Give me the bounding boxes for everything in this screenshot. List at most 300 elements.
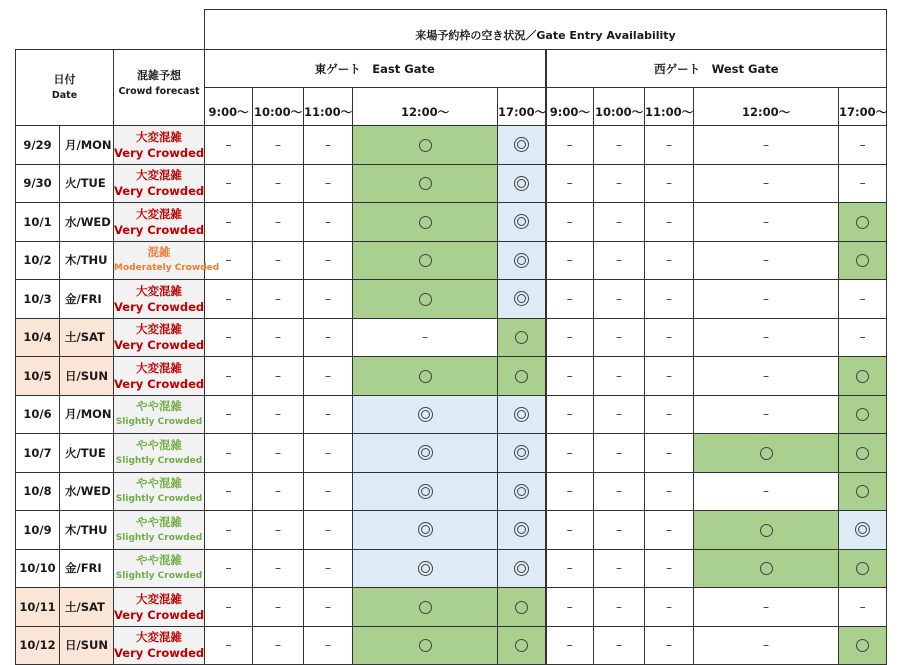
forecast-level-jp: 大変混雑	[136, 168, 183, 183]
unavailable-dash: –	[616, 291, 623, 306]
forecast-level-jp: やや混雑	[136, 399, 183, 414]
east-time-slot-header: 17:00～	[498, 88, 546, 126]
unavailable-dash: –	[325, 137, 332, 152]
unavailable-dash: –	[616, 484, 623, 499]
date-cell: 10/9	[16, 511, 60, 550]
west-slot-cell	[694, 395, 839, 434]
available-circle-icon	[856, 370, 869, 383]
available-circle-icon	[419, 601, 432, 614]
west-slot-cell	[839, 549, 887, 588]
west-slot-cell	[594, 203, 645, 242]
unavailable-dash: –	[859, 599, 866, 614]
weekday-cell: 月/MON	[60, 126, 114, 165]
east-slot-cell	[205, 318, 253, 357]
weekday-cell: 土/SAT	[60, 318, 114, 357]
west-slot-cell	[645, 241, 694, 280]
table-row	[16, 241, 887, 280]
west-slot-cell	[839, 626, 887, 665]
unavailable-dash: –	[666, 561, 673, 576]
west-slot-cell	[546, 472, 594, 511]
east-slot-cell	[304, 472, 353, 511]
east-slot-cell	[304, 511, 353, 550]
west-slot-cell	[694, 126, 839, 165]
east-slot-cell	[498, 280, 546, 319]
available-circle-icon	[856, 408, 869, 421]
east-slot-cell	[353, 511, 498, 550]
weekday-cell: 水/WED	[60, 472, 114, 511]
crowd-forecast-cell	[114, 357, 205, 396]
west-slot-cell	[594, 318, 645, 357]
unavailable-dash: –	[616, 522, 623, 537]
west-slot-cell	[546, 434, 594, 473]
date-cell: 10/10	[16, 549, 60, 588]
forecast-level-en: Slightly Crowded	[115, 455, 203, 466]
unavailable-dash: –	[763, 599, 770, 614]
unavailable-dash: –	[225, 253, 232, 268]
unavailable-dash: –	[325, 407, 332, 422]
table-row	[16, 357, 887, 396]
west-time-slot-header: 9:00～	[546, 88, 594, 126]
unavailable-dash: –	[225, 137, 232, 152]
west-slot-cell	[645, 511, 694, 550]
east-slot-cell	[498, 357, 546, 396]
west-slot-cell	[694, 511, 839, 550]
west-slot-cell	[594, 241, 645, 280]
available-circle-icon	[419, 293, 432, 306]
unavailable-dash: –	[275, 137, 282, 152]
west-slot-cell	[694, 280, 839, 319]
available-circle-icon	[760, 447, 773, 460]
west-slot-cell	[546, 588, 594, 627]
unavailable-dash: –	[566, 291, 573, 306]
available-circle-icon	[419, 139, 432, 152]
crowd-forecast-cell	[114, 626, 205, 665]
date-cell: 10/4	[16, 318, 60, 357]
unavailable-dash: –	[325, 368, 332, 383]
west-slot-cell	[839, 472, 887, 511]
unavailable-dash: –	[666, 599, 673, 614]
west-slot-cell	[839, 395, 887, 434]
east-slot-cell	[304, 549, 353, 588]
weekday-cell: 金/FRI	[60, 549, 114, 588]
available-circle-icon	[856, 216, 869, 229]
east-slot-cell	[304, 588, 353, 627]
unavailable-dash: –	[616, 561, 623, 576]
west-slot-cell	[594, 280, 645, 319]
east-slot-cell	[353, 203, 498, 242]
west-slot-cell	[694, 549, 839, 588]
east-slot-cell	[205, 434, 253, 473]
east-slot-cell	[205, 588, 253, 627]
west-slot-cell	[594, 626, 645, 665]
table-row	[16, 280, 887, 319]
unavailable-dash: –	[275, 291, 282, 306]
west-time-slot-header: 12:00～	[694, 88, 839, 126]
unavailable-dash: –	[225, 368, 232, 383]
date-cell: 10/8	[16, 472, 60, 511]
unavailable-dash: –	[763, 137, 770, 152]
table-row	[16, 203, 887, 242]
date-cell: 10/2	[16, 241, 60, 280]
east-slot-cell	[253, 126, 304, 165]
west-slot-cell	[694, 434, 839, 473]
double-circle-icon	[514, 445, 529, 460]
unavailable-dash: –	[616, 330, 623, 345]
east-slot-cell	[353, 626, 498, 665]
unavailable-dash: –	[666, 253, 673, 268]
east-slot-cell	[304, 280, 353, 319]
table-row	[16, 395, 887, 434]
unavailable-dash: –	[275, 561, 282, 576]
east-slot-cell	[353, 472, 498, 511]
forecast-level-en: Slightly Crowded	[115, 532, 203, 543]
weekday-cell: 金/FRI	[60, 280, 114, 319]
unavailable-dash: –	[325, 561, 332, 576]
east-slot-cell	[353, 318, 498, 357]
east-gate-header: 東ゲート East Gate	[205, 50, 546, 88]
weekday-cell: 木/THU	[60, 511, 114, 550]
west-slot-cell	[839, 318, 887, 357]
unavailable-dash: –	[325, 522, 332, 537]
table-title: 来場予約枠の空き状況／Gate Entry Availability	[205, 10, 887, 50]
west-slot-cell	[546, 203, 594, 242]
east-slot-cell	[353, 357, 498, 396]
crowd-forecast-cell	[114, 318, 205, 357]
west-time-slot-header: 17:00～	[839, 88, 887, 126]
unavailable-dash: –	[225, 638, 232, 653]
west-slot-cell	[645, 434, 694, 473]
forecast-level-en: Very Crowded	[114, 299, 205, 314]
crowd-forecast-cell	[114, 164, 205, 203]
unavailable-dash: –	[566, 253, 573, 268]
east-slot-cell	[498, 318, 546, 357]
east-slot-cell	[498, 472, 546, 511]
east-slot-cell	[498, 395, 546, 434]
east-slot-cell	[253, 164, 304, 203]
unavailable-dash: –	[666, 638, 673, 653]
available-circle-icon	[760, 524, 773, 537]
unavailable-dash: –	[225, 330, 232, 345]
unavailable-dash: –	[763, 176, 770, 191]
east-slot-cell	[304, 318, 353, 357]
west-slot-cell	[839, 241, 887, 280]
double-circle-icon	[418, 561, 433, 576]
unavailable-dash: –	[225, 291, 232, 306]
unavailable-dash: –	[666, 445, 673, 460]
unavailable-dash: –	[566, 522, 573, 537]
double-circle-icon	[514, 291, 529, 306]
unavailable-dash: –	[225, 407, 232, 422]
table-row	[16, 511, 887, 550]
east-slot-cell	[253, 626, 304, 665]
forecast-level-en: Very Crowded	[114, 646, 205, 661]
unavailable-dash: –	[763, 330, 770, 345]
east-slot-cell	[304, 164, 353, 203]
east-slot-cell	[353, 126, 498, 165]
available-circle-icon	[419, 254, 432, 267]
unavailable-dash: –	[325, 291, 332, 306]
crowd-forecast-cell	[114, 588, 205, 627]
table-row	[16, 164, 887, 203]
forecast-level-en: Moderately Crowded	[114, 263, 220, 274]
available-circle-icon	[856, 485, 869, 498]
west-slot-cell	[839, 164, 887, 203]
forecast-level-en: Very Crowded	[114, 184, 205, 199]
east-slot-cell	[498, 241, 546, 280]
date-cell: 10/6	[16, 395, 60, 434]
east-slot-cell	[353, 280, 498, 319]
west-slot-cell	[594, 126, 645, 165]
west-slot-cell	[645, 203, 694, 242]
double-circle-icon	[514, 214, 529, 229]
west-slot-cell	[546, 357, 594, 396]
forecast-level-en: Very Crowded	[114, 145, 205, 160]
west-slot-cell	[546, 511, 594, 550]
west-slot-cell	[645, 357, 694, 396]
unavailable-dash: –	[566, 368, 573, 383]
available-circle-icon	[856, 254, 869, 267]
west-slot-cell	[594, 549, 645, 588]
unavailable-dash: –	[275, 638, 282, 653]
unavailable-dash: –	[859, 176, 866, 191]
east-slot-cell	[353, 241, 498, 280]
unavailable-dash: –	[666, 484, 673, 499]
date-cell: 10/5	[16, 357, 60, 396]
available-circle-icon	[419, 216, 432, 229]
east-slot-cell	[205, 472, 253, 511]
east-slot-cell	[253, 357, 304, 396]
date-header-en: Date	[51, 90, 78, 101]
east-slot-cell	[498, 434, 546, 473]
unavailable-dash: –	[275, 368, 282, 383]
unavailable-dash: –	[763, 291, 770, 306]
forecast-level-jp: 大変混雑	[136, 360, 183, 375]
date-cell: 10/1	[16, 203, 60, 242]
unavailable-dash: –	[859, 330, 866, 345]
east-slot-cell	[353, 164, 498, 203]
forecast-level-en: Very Crowded	[114, 376, 205, 391]
available-circle-icon	[856, 562, 869, 575]
unavailable-dash: –	[616, 137, 623, 152]
crowd-forecast-cell	[114, 549, 205, 588]
east-slot-cell	[304, 395, 353, 434]
east-time-slot-header: 9:00～	[205, 88, 253, 126]
weekday-cell: 日/SUN	[60, 357, 114, 396]
unavailable-dash: –	[566, 445, 573, 460]
west-slot-cell	[645, 549, 694, 588]
unavailable-dash: –	[225, 214, 232, 229]
unavailable-dash: –	[225, 484, 232, 499]
east-slot-cell	[205, 241, 253, 280]
west-slot-cell	[694, 241, 839, 280]
west-slot-cell	[839, 588, 887, 627]
forecast-level-en: Very Crowded	[114, 338, 205, 353]
double-circle-icon	[418, 407, 433, 422]
double-circle-icon	[514, 561, 529, 576]
east-slot-cell	[205, 164, 253, 203]
west-slot-cell	[546, 549, 594, 588]
east-slot-cell	[253, 203, 304, 242]
unavailable-dash: –	[275, 522, 282, 537]
west-slot-cell	[645, 164, 694, 203]
date-cell: 9/29	[16, 126, 60, 165]
unavailable-dash: –	[275, 176, 282, 191]
unavailable-dash: –	[275, 214, 282, 229]
forecast-level-en: Very Crowded	[114, 607, 205, 622]
west-slot-cell	[594, 395, 645, 434]
east-slot-cell	[498, 549, 546, 588]
date-cell: 10/12	[16, 626, 60, 665]
double-circle-icon	[418, 522, 433, 537]
unavailable-dash: –	[859, 137, 866, 152]
unavailable-dash: –	[225, 176, 232, 191]
weekday-cell: 木/THU	[60, 241, 114, 280]
available-circle-icon	[515, 639, 528, 652]
forecast-level-en: Slightly Crowded	[115, 571, 203, 582]
unavailable-dash: –	[566, 407, 573, 422]
east-slot-cell	[253, 588, 304, 627]
unavailable-dash: –	[325, 214, 332, 229]
east-slot-cell	[253, 280, 304, 319]
double-circle-icon	[514, 176, 529, 191]
west-slot-cell	[546, 318, 594, 357]
unavailable-dash: –	[566, 176, 573, 191]
forecast-level-jp: やや混雑	[136, 553, 183, 568]
east-slot-cell	[353, 549, 498, 588]
unavailable-dash: –	[616, 368, 623, 383]
forecast-level-jp: 大変混雑	[136, 322, 183, 337]
unavailable-dash: –	[275, 484, 282, 499]
availability-table	[15, 9, 887, 665]
unavailable-dash: –	[616, 176, 623, 191]
west-time-slot-header: 10:00～	[594, 88, 645, 126]
east-slot-cell	[205, 203, 253, 242]
available-circle-icon	[515, 370, 528, 383]
unavailable-dash: –	[566, 638, 573, 653]
blank-corner	[16, 10, 205, 50]
east-time-slot-header: 11:00～	[304, 88, 353, 126]
west-time-slot-header: 11:00～	[645, 88, 694, 126]
weekday-cell: 土/SAT	[60, 588, 114, 627]
west-slot-cell	[839, 511, 887, 550]
west-slot-cell	[594, 434, 645, 473]
west-slot-cell	[546, 126, 594, 165]
forecast-level-en: Slightly Crowded	[115, 494, 203, 505]
available-circle-icon	[419, 177, 432, 190]
west-slot-cell	[594, 357, 645, 396]
east-slot-cell	[498, 126, 546, 165]
unavailable-dash: –	[275, 599, 282, 614]
unavailable-dash: –	[763, 407, 770, 422]
west-slot-cell	[645, 280, 694, 319]
west-slot-cell	[645, 395, 694, 434]
unavailable-dash: –	[616, 599, 623, 614]
table-row	[16, 472, 887, 511]
unavailable-dash: –	[566, 484, 573, 499]
crowd-forecast-cell	[114, 203, 205, 242]
table-row	[16, 126, 887, 165]
date-cell: 10/11	[16, 588, 60, 627]
forecast-level-jp: 大変混雑	[136, 206, 183, 221]
table-row	[16, 626, 887, 665]
east-slot-cell	[304, 241, 353, 280]
west-slot-cell	[839, 434, 887, 473]
crowd-forecast-cell	[114, 472, 205, 511]
unavailable-dash: –	[275, 330, 282, 345]
double-circle-icon	[514, 407, 529, 422]
unavailable-dash: –	[666, 137, 673, 152]
west-slot-cell	[839, 280, 887, 319]
table-row	[16, 434, 887, 473]
unavailable-dash: –	[666, 522, 673, 537]
date-cell: 10/7	[16, 434, 60, 473]
double-circle-icon	[418, 484, 433, 499]
unavailable-dash: –	[275, 253, 282, 268]
unavailable-dash: –	[566, 214, 573, 229]
double-circle-icon	[855, 522, 870, 537]
east-slot-cell	[205, 626, 253, 665]
west-slot-cell	[645, 126, 694, 165]
double-circle-icon	[418, 445, 433, 460]
unavailable-dash: –	[616, 638, 623, 653]
west-gate-header: 西ゲート West Gate	[546, 50, 887, 88]
available-circle-icon	[760, 562, 773, 575]
unavailable-dash: –	[666, 176, 673, 191]
east-slot-cell	[253, 241, 304, 280]
forecast-level-en: Slightly Crowded	[115, 417, 203, 428]
unavailable-dash: –	[325, 253, 332, 268]
west-slot-cell	[645, 588, 694, 627]
east-slot-cell	[304, 626, 353, 665]
forecast-level-jp: 大変混雑	[136, 630, 183, 645]
west-slot-cell	[546, 395, 594, 434]
east-slot-cell	[205, 549, 253, 588]
unavailable-dash: –	[666, 407, 673, 422]
unavailable-dash: –	[225, 599, 232, 614]
unavailable-dash: –	[325, 330, 332, 345]
east-slot-cell	[304, 126, 353, 165]
table-row	[16, 318, 887, 357]
west-slot-cell	[546, 164, 594, 203]
unavailable-dash: –	[325, 445, 332, 460]
east-slot-cell	[253, 472, 304, 511]
unavailable-dash: –	[666, 368, 673, 383]
east-slot-cell	[498, 203, 546, 242]
crowd-forecast-cell	[114, 241, 220, 280]
unavailable-dash: –	[763, 253, 770, 268]
unavailable-dash: –	[422, 330, 429, 345]
west-slot-cell	[594, 472, 645, 511]
crowd-forecast-cell	[114, 511, 205, 550]
unavailable-dash: –	[225, 445, 232, 460]
west-slot-cell	[694, 588, 839, 627]
unavailable-dash: –	[763, 638, 770, 653]
forecast-level-jp: やや混雑	[136, 476, 183, 491]
date-cell: 10/3	[16, 280, 60, 319]
double-circle-icon	[514, 137, 529, 152]
west-slot-cell	[594, 164, 645, 203]
availability-body	[16, 126, 887, 665]
unavailable-dash: –	[325, 176, 332, 191]
available-circle-icon	[515, 331, 528, 344]
unavailable-dash: –	[566, 330, 573, 345]
double-circle-icon	[514, 522, 529, 537]
east-slot-cell	[205, 280, 253, 319]
west-slot-cell	[839, 126, 887, 165]
forecast-level-jp: 大変混雑	[136, 591, 183, 606]
forecast-header-en: Crowd forecast	[118, 86, 200, 97]
east-slot-cell	[205, 357, 253, 396]
